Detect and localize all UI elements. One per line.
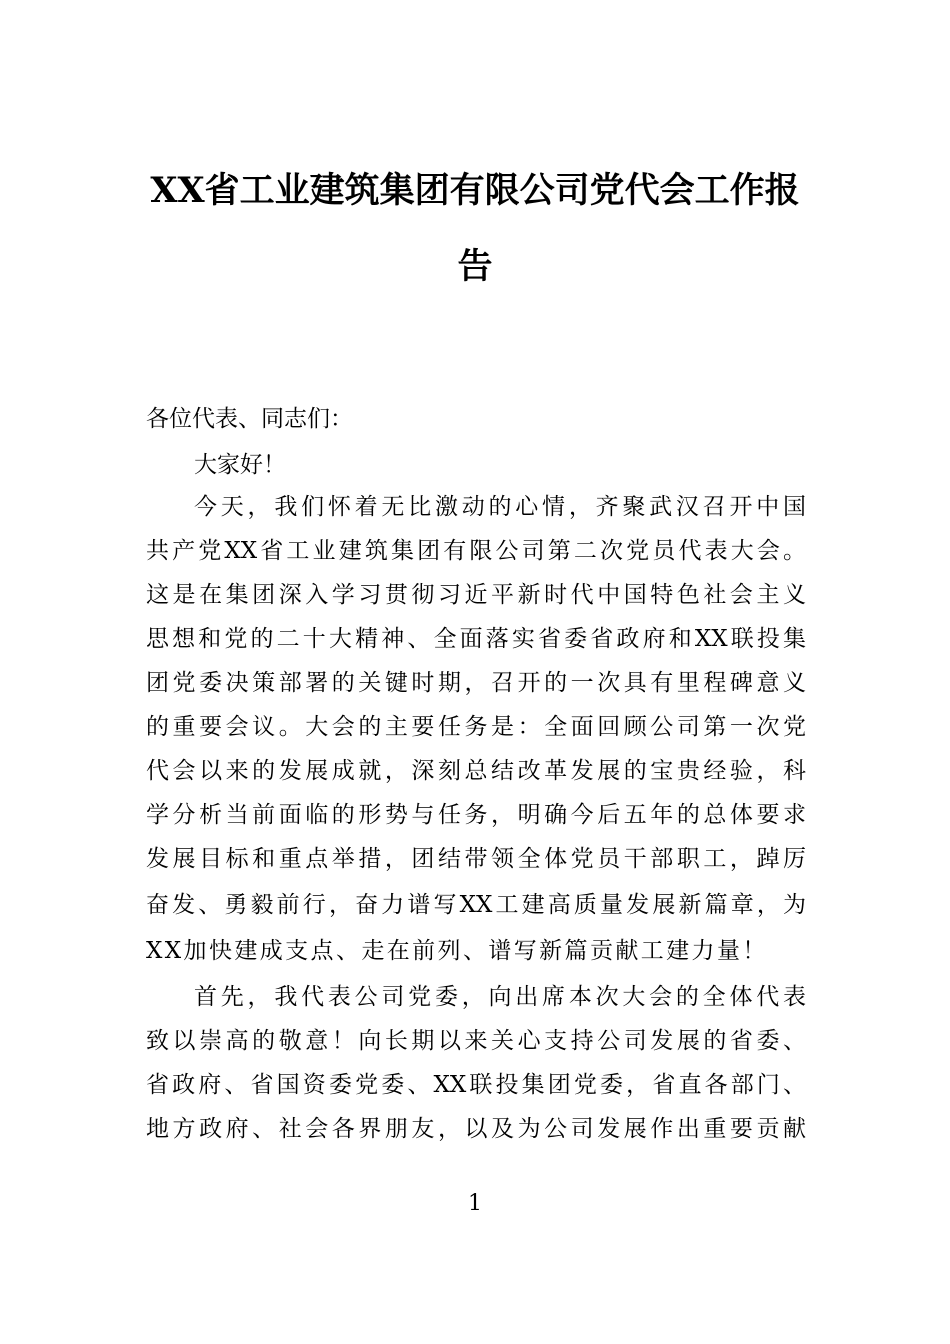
paragraph1-line: 共产党XX省工业建筑集团有限公司第二次党员代表大会。 [146,538,806,564]
paragraph1-line: 团党委决策部署的关键时期，召开的一次具有里程碑意义 [146,670,806,696]
paragraph1-line: 发展目标和重点举措，团结带领全体党员干部职工，踔厉 [146,846,806,872]
paragraph1-line: 学分析当前面临的形势与任务，明确今后五年的总体要求 [146,802,806,828]
paragraph1-line: 奋发、勇毅前行，奋力谱写XX工建高质量发展新篇章，为 [146,892,806,918]
paragraph1-line: XX加快建成支点、走在前列、谱写新篇贡献工建力量！ [146,938,768,964]
paragraph1-line: 代会以来的发展成就，深刻总结改革发展的宝贵经验，科 [146,758,806,784]
paragraph2-line: 省政府、省国资委党委、XX联投集团党委，省直各部门、 [146,1072,806,1098]
paragraph2-line: 致以崇高的敬意！向长期以来关心支持公司发展的省委、 [146,1028,806,1054]
page-number: 1 [468,1191,482,1216]
paragraph2-line: 首先，我代表公司党委，向出席本次大会的全体代表 [194,984,806,1010]
paragraph2-line: 地方政府、社会各界朋友，以及为公司发展作出重要贡献 [146,1116,806,1142]
salutation: 各位代表、同志们： [146,406,353,432]
paragraph1-line: 思想和党的二十大精神、全面落实省委省政府和XX联投集 [146,626,806,652]
paragraph1-line: 今天，我们怀着无比激动的心情，齐聚武汉召开中国 [194,494,806,520]
paragraph1-line: 的重要会议。大会的主要任务是：全面回顾公司第一次党 [146,714,806,740]
document-title-line-1: XX省工业建筑集团有限公司党代会工作报 [150,170,800,211]
paragraph1-line: 这是在集团深入学习贯彻习近平新时代中国特色社会主义 [146,582,806,608]
greeting: 大家好！ [194,452,286,478]
document-title-line-2: 告 [457,246,493,287]
